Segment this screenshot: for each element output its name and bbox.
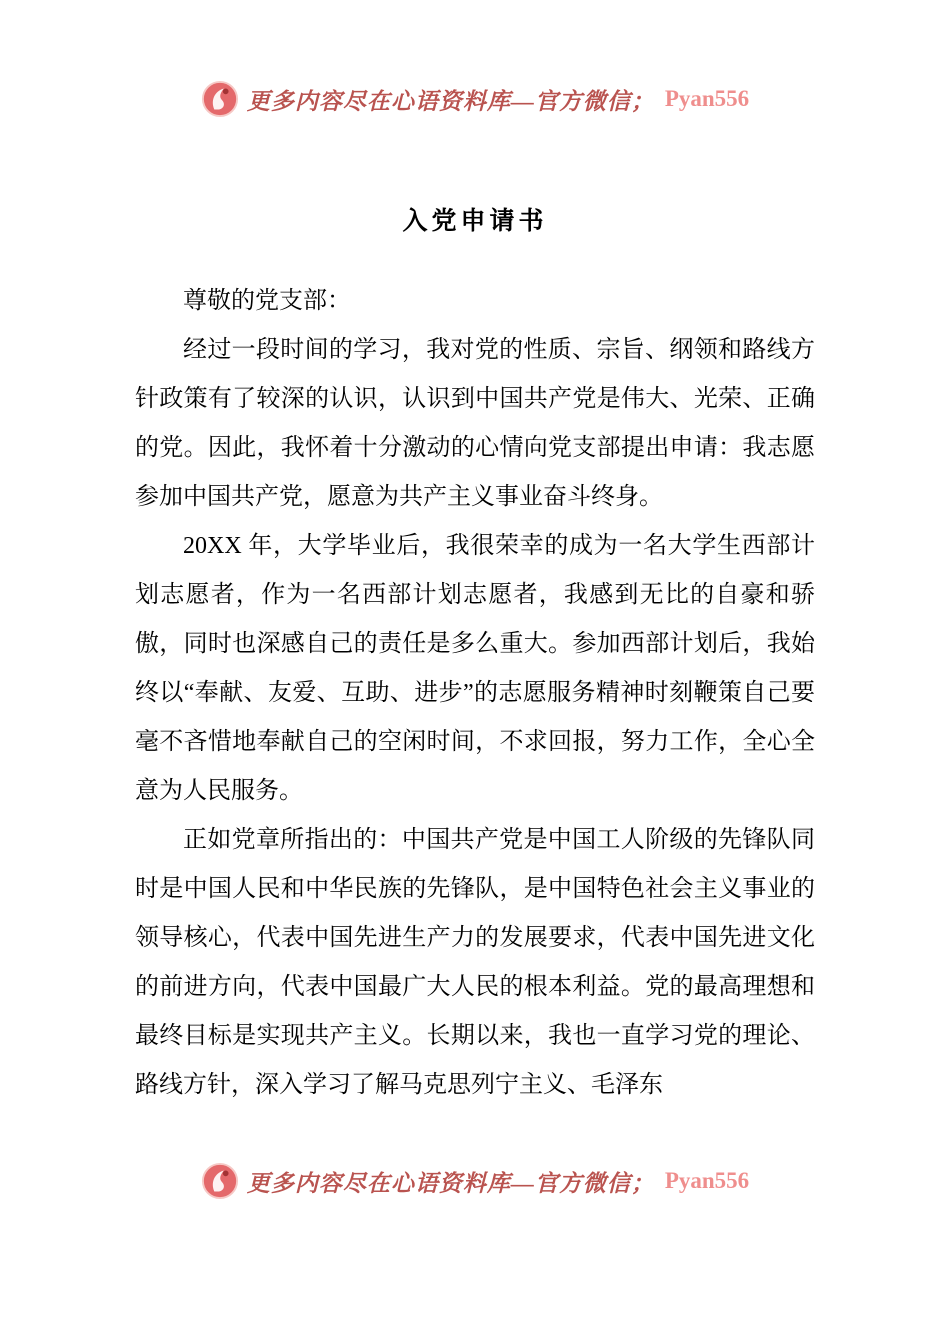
footer-watermark (0, 1162, 950, 1200)
watermark-account: Pyan556 (664, 86, 750, 111)
watermark-text: 更多内容尽在心语资料库—官方微信； (246, 88, 655, 114)
document-content (135, 205, 815, 1110)
body-paragraph: 20XX 年，大学毕业后，我很荣幸的成为一名大学生西部计划志愿者，作为一名西部计划志愿者，我感到无比的自豪和骄傲，同时也深感自己的责任是多么重大。参加西部计划后，我始终以“奉献、友爱、互助、进步”的志愿服务精神时刻鞭策自己要毫不吝惜地奉献自己的空闲时间，不求回报，努力工作，全心全意为人民服务。 (135, 533, 815, 804)
body-paragraph: 正如党章所指出的：中国共产党是中国工人阶级的先锋队同时是中国人民和中华民族的先锋队，是中国特色社会主义事业的领导核心，代表中国先进生产力的发展要求，代表中国先进文化的前进方向，代表中国最广大人民的根本利益。党的最高理想和最终目标是实现共产主义。长期以来，我也一直学习党的理论、路线方针，深入学习了解马克思列宁主义、毛泽东 (135, 827, 815, 1098)
page-title: 入党申请书 (402, 208, 548, 235)
document-body (135, 277, 815, 1110)
body-paragraph: 经过一段时间的学习，我对党的性质、宗旨、纲领和路线方针政策有了较深的认识，认识到中国共产党是伟大、光荣、正确的党。因此，我怀着十分激动的心情向党支部提出申请：我志愿参加中国共产党，愿意为共产主义事业奋斗终身。 (135, 337, 815, 510)
swirl-figure-logo-icon (201, 1162, 239, 1200)
swirl-figure-logo-icon (201, 80, 239, 118)
watermark-account: Pyan556 (664, 1168, 750, 1193)
watermark-text: 更多内容尽在心语资料库—官方微信； (246, 1170, 655, 1196)
salutation: 尊敬的党支部： (183, 288, 351, 314)
header-watermark (0, 80, 950, 118)
